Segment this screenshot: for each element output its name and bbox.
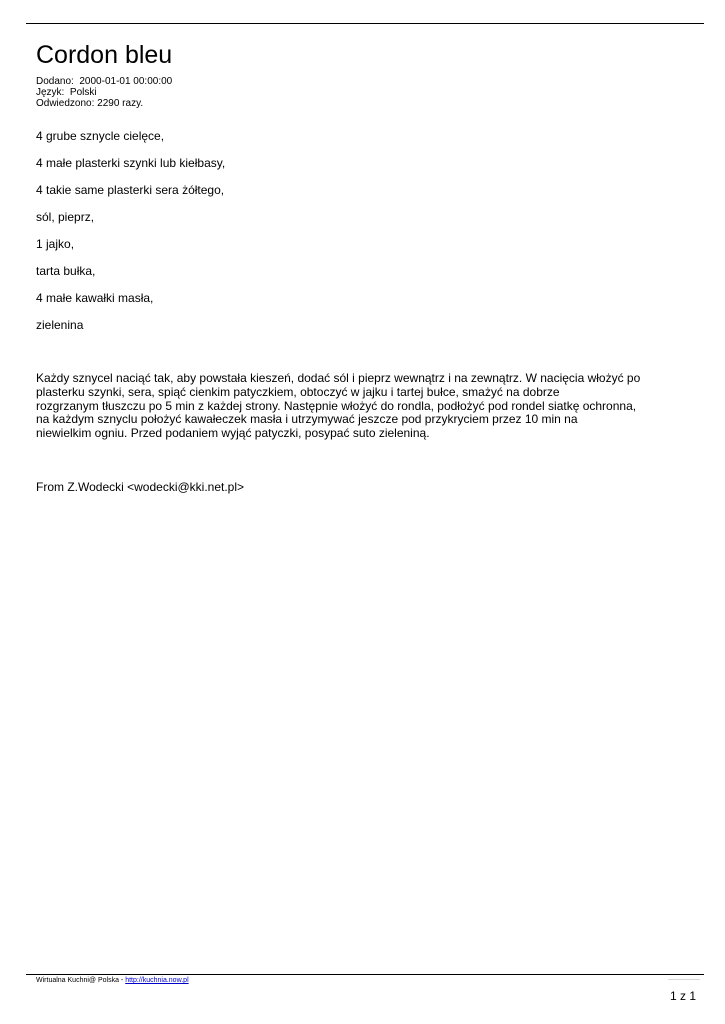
footer-divider (26, 974, 704, 975)
footer-site-name: Wirtualna Kuchni@ Polska - (36, 977, 126, 984)
footer-faint-mark (668, 979, 700, 980)
ingredient-item: 4 takie same plasterki sera żółtego, (36, 183, 225, 197)
top-divider (26, 23, 704, 24)
ingredient-item: 4 małe kawałki masła, (36, 291, 154, 305)
preparation-instructions: Każdy sznycel naciąć tak, aby powstała kieszeń, dodać sól i pieprz wewnątrz i na zewnątrz. W nacięcia włożyć po plasterku szynki, sera, spiąć cienkim patyczkiem, obtoczyć w jajku i tartej bułce, smażyć na dobrze rozgrzanym tłuszczu po 5 min z każdej strony. Następnie włożyć do rondla, podłożyć pod rondel siatkę ochronna, na każdym sznyclu położyć kawałeczek masła i utrzymywać jeszcze pod przykryciem przez 10 min na niewielkim ogniu. Przed podaniem wyjąć patyczki, posypać suto zieleniną. (36, 371, 641, 441)
ingredient-item: tarta bułka, (36, 264, 96, 278)
recipe-author: From Z.Wodecki <wodecki@kki.net.pl> (36, 480, 245, 494)
footer (36, 976, 189, 985)
ingredient-item: zielenina (36, 318, 84, 332)
ingredient-list (36, 129, 225, 345)
visit-count: Odwiedzono: 2290 razy. (36, 98, 144, 109)
language: Język: Polski (36, 87, 97, 98)
ingredient-item: 1 jajko, (36, 237, 75, 251)
page-title: Cordon bleu (36, 41, 173, 69)
ingredient-item: 4 małe plasterki szynki lub kiełbasy, (36, 156, 226, 170)
footer-site-link[interactable]: http://kuchnia.now.pl (125, 977, 189, 984)
added-date: Dodano: 2000-01-01 00:00:00 (36, 76, 173, 87)
page-number: 1 z 1 (669, 989, 696, 1003)
recipe-meta (36, 76, 172, 109)
ingredient-item: sól, pieprz, (36, 210, 95, 224)
ingredient-item: 4 grube sznycle cielęce, (36, 129, 165, 143)
